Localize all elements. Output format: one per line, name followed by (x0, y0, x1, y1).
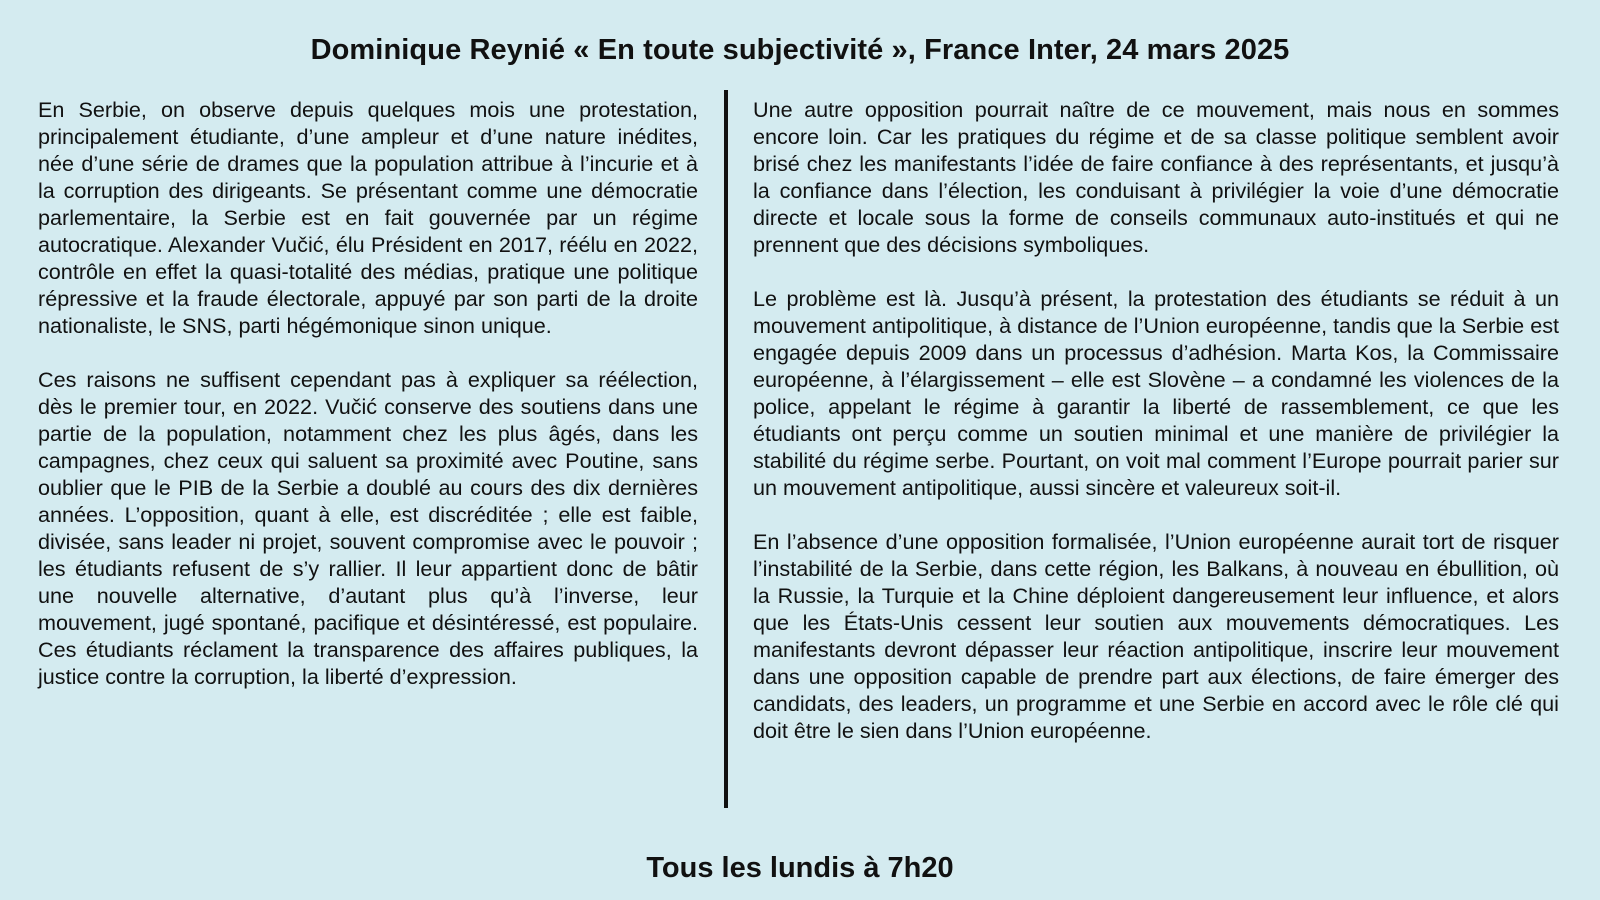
paragraph: Le problème est là. Jusqu’à présent, la protestation des étudiants se réduit à un mouvement antipolitique, à distance de l’Union européenne, tandis que la Serbie est engagée depuis 2009 dans un processus d’adhésion. Marta Kos, la Commissaire européenne, à l’élargissement – elle est Slovène – a condamné les violences de la police, appelant le régime à garantir la liberté de rassemblement, ce que les étudiants ont perçu comme un soutien minimal et une manière de privilégier la stabilité du régime serbe. Pourtant, on voit mal comment l’Europe pourrait parier sur un mouvement antipolitique, aussi sincère et valeureux soit-il. (753, 286, 1559, 500)
footer-schedule: Tous les lundis à 7h20 (646, 852, 954, 884)
left-column (38, 96, 698, 717)
document-title: Dominique Reynié « En toute subjectivité », France Inter, 24 mars 2025 (310, 34, 1290, 66)
paragraph: Ces raisons ne suffisent cependant pas à expliquer sa réélection, dès le premier tour, en 2022. Vučić conserve des soutiens dans une partie de la population, notamment chez les plus âgés, dans les campagnes, chez ceux qui saluent sa proximité avec Poutine, sans oublier que le PIB de la Serbie a doublé au cours des dix dernières années. L’opposition, quant à elle, est discréditée ; elle est faible, divisée, sans leader ni projet, souvent compromise avec le pouvoir ; les étudiants refusent de s’y rallier. Il leur appartient donc de bâtir une nouvelle alternative, d’autant plus qu’à l’inverse, leur mouvement, jugé spontané, pacifique et désintéressé, est populaire. Ces étudiants réclament la transparence des affaires publiques, la justice contre la corruption, la liberté d’expression. (38, 367, 698, 689)
paragraph: En Serbie, on observe depuis quelques mois une protestation, principalement étudiante, d’une ampleur et d’une nature inédites, née d’une série de drames que la population attribue à l’incurie et à la corruption des dirigeants. Se présentant comme une démocratie parlementaire, la Serbie est en fait gouvernée par un régime autocratique. Alexander Vučić, élu Président en 2017, réélu en 2022, contrôle en effet la quasi-totalité des médias, pratique une politique répressive et la fraude électorale, appuyé par son parti de la droite nationaliste, le SNS, parti hégémonique sinon unique. (38, 97, 698, 338)
paragraph: Une autre opposition pourrait naître de ce mouvement, mais nous en sommes encore loin. Car les pratiques du régime et de sa classe politique semblent avoir brisé chez les manifestants l’idée de faire confiance à des représentants, et jusqu’à la confiance dans l’élection, les conduisant à privilégier la voie d’une démocratie directe et locale sous la forme de conseils communaux auto-institués et qui ne prennent que des décisions symboliques. (753, 97, 1559, 257)
right-column (753, 96, 1559, 771)
column-divider (724, 90, 728, 808)
paragraph: En l’absence d’une opposition formalisée, l’Union européenne aurait tort de risquer l’instabilité de la Serbie, dans cette région, les Balkans, à nouveau en ébullition, où la Russie, la Turquie et la Chine déploient dangereusement leur influence, et alors que les États-Unis cessent leur soutien aux mouvements démocratiques. Les manifestants devront dépasser leur réaction antipolitique, inscrire leur mouvement dans une opposition capable de prendre part aux élections, de faire émerger des candidats, des leaders, un programme et une Serbie en accord avec le rôle clé qui doit être le sien dans l’Union européenne. (753, 529, 1559, 743)
